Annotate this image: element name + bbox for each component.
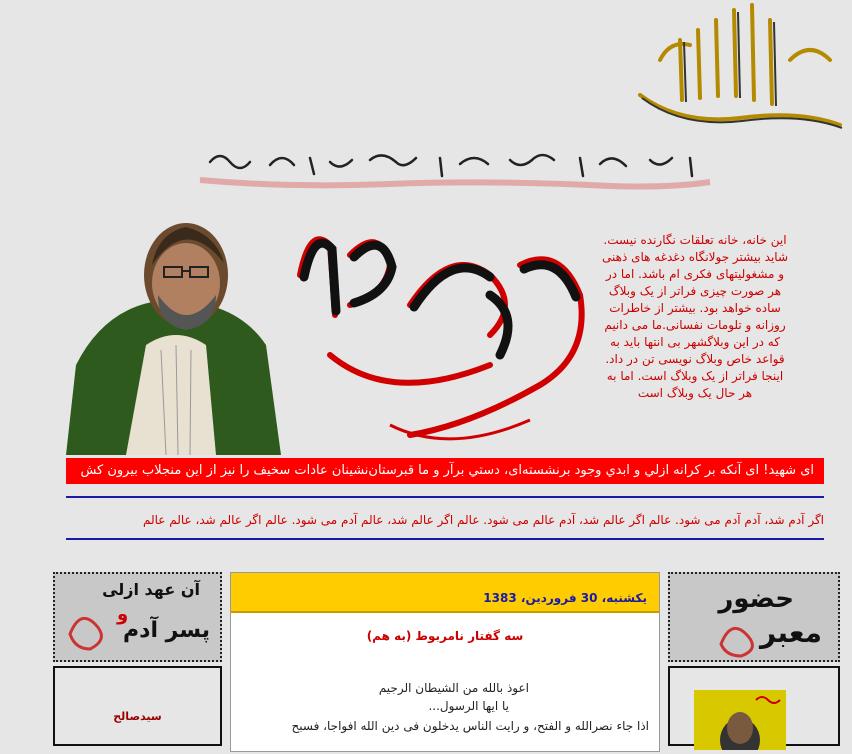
post-title[interactable]: سه گفتار نامربوط (به هم) [366,629,524,643]
avatar[interactable] [694,690,786,750]
banner-line: معبر [760,616,822,649]
bismillah-calligraphy [620,0,852,140]
post-body-line: اعوذ بالله من الشیطان الرجیم [378,681,529,695]
author-box [53,666,222,746]
author-name[interactable]: سیدصالح [113,710,162,723]
crossing-presence-banner[interactable] [668,572,840,662]
banner-line: حضور [718,584,794,614]
banner-line: و [117,604,129,625]
divider-line [66,496,824,498]
post-date: يکشنبه، 30 فروردين، 1383 [483,591,647,605]
avatar-photo-icon [694,690,786,750]
banner-line: پسر آدم [123,618,210,643]
post-header [231,573,659,613]
martyr-marquee [66,458,824,484]
red-calligraphy-icon [65,604,115,654]
blog-post [230,572,660,752]
motto-calligraphy [190,140,720,190]
quote-marquee [66,506,824,532]
quote-marquee-text: اگر آدم شد، آدم آدم می شود. عالم اگر عالم شد، آدم عالم می شود. عالم اگر عالم شد، عالم آدم می شود. عالم اگر عالم شد، عالم عالم [142,513,824,527]
blog-intro-text: این خانه، خانه تعلقات نگارنده نیست. شاید بیشتر جولانگاه دغدغه های ذهنی و مشغولیتهای فکری ام باشد. اما در هر صورت چیزی فراتر از یک وبلاگ ساده خواهد بود. بیشتر از خاطرات روزانه و تلومات نفسانی.ما می دانیم که در این وبلاگشهر بی انتها باید به قواعد خاص وبلاگ نویسی تن در داد. اینجا فراتر از یک وبلاگ است. اما به هر حال یک وبلاگ است [602,233,788,400]
post-body-line: یا ایها الرسول... [428,699,509,713]
name-calligraphy [290,205,600,455]
author-portrait [66,205,306,455]
banner-line: آن عهد ازلی [102,580,200,599]
divider-line [66,538,824,540]
martyr-marquee-text: ای شهید! ای آنکه بر کرانه ازلي و ابدي وجود برنشسته‌ای، دستي برآر و ما قبرستان‌نشينان عادات سخيف را نيز از اين منجلاب بيرون کش [80,463,814,478]
son-of-adam-banner[interactable] [53,572,222,662]
post-body-line: اذا جاء نصرالله و الفتح، و رایت الناس یدخلون فی دین الله افواجا، فسبح [291,719,649,733]
profile-box [668,666,840,746]
red-calligraphy-icon [716,614,762,658]
